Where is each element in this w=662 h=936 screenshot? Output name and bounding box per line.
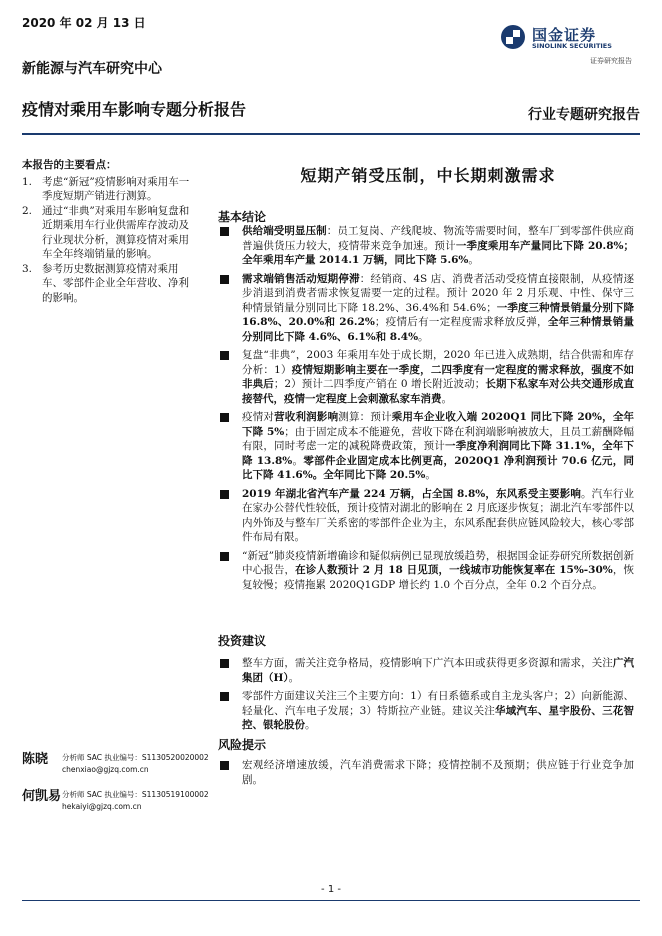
bullet-text: 。 — [441, 392, 452, 405]
analyst-email: chenxiao@gjzq.com.cn — [62, 765, 149, 774]
bullet-item — [218, 410, 634, 483]
bullet-text-bold: 疫情短期影响主要在一季度，二四季度有一定程度的需求释放，强度不如非典后 — [242, 363, 634, 390]
bullet-text: 。汽车行业在家办公替代性较低，预计疫情对湖北的影响在 2 月底逐步恢复；湖北汽车零部件以内外饰及与整车厂关系密的零部件企业为主，东风系配套供应链风险较大，核心零部件布局有限。 — [242, 487, 634, 543]
sidebar-item-text: 通过“非典”对乘用车影响复盘和近期乘用车行业供需库存波动及行业现状分析，测算疫情对乘用车全年终端销量的影响。 — [42, 204, 190, 260]
bullet-text: 。 — [288, 671, 300, 684]
basic-conclusions-list — [218, 224, 634, 596]
bullet-text: 。 — [468, 254, 479, 266]
bullet-text-bold: 供给端受明显压制 — [242, 225, 327, 237]
sidebar-item — [22, 262, 192, 306]
bullet-text: ；由于固定成本不能避免，营收下降在利润端影响被放大，且员工薪酬降幅有限，同时考虑一定的减税降费政策，预计 — [242, 425, 634, 452]
logo-mark-icon — [500, 24, 526, 50]
report-date: 2020 年 02 月 13 日 — [22, 16, 146, 30]
main-title: 短期产销受压制，中长期刺激需求 — [300, 166, 556, 185]
bullet-text: 。 — [305, 719, 316, 731]
sidebar-item-text: 参考历史数据测算疫情对乘用车、零部件企业全年营收、净利的影响。 — [42, 262, 189, 304]
investment-advice-list — [218, 656, 634, 737]
sidebar-heading: 本报告的主要看点： — [22, 159, 117, 171]
square-bullet-icon — [220, 227, 229, 236]
bullet-text-bold: 全年三种情景销量分别同比下降 4.6%、6.1%和 8.4% — [242, 316, 634, 343]
page-number: - 1 - — [321, 884, 341, 895]
bullet-text: 零部件方面建议关注三个主要方向：1）有日系德系或自主龙头客户；2）向新能源、轻量化、汽车电子发展；3）特斯拉产业链。建议关注 — [242, 690, 634, 717]
department-name: 新能源与汽车研究中心 — [22, 61, 162, 77]
bullet-text: 整车方面，需关注竞争格局，疫情影响下广汽本田或获得更多资源和需求，关注 — [242, 657, 613, 669]
sidebar-item-number: 1. — [22, 175, 33, 188]
bullet-text: ：经销商、4S 店、消费者活动受疫情直接限制，从疫情逐步消退到消费者需求恢复需要一定的过程。预计 2020 年 2 月乐观、中性、保守三种情景销量分别同比下降 18.2%、36.4%和 54.6%； — [242, 272, 634, 314]
bullet-item — [218, 758, 634, 787]
bullet-item — [218, 224, 634, 268]
section-heading-risk: 风险提示 — [218, 738, 267, 752]
bullet-text-bold: 一季度三种情景销量分别下降 16.8%、20.0%和 26.2% — [242, 301, 634, 328]
sidebar-item-text: 考虑“新冠”疫情影响对乘用车一季度短期产销进行测算。 — [42, 175, 190, 202]
analyst-email: hekaiyi@gjzq.com.cn — [62, 802, 142, 811]
square-bullet-icon — [220, 552, 229, 561]
sidebar-item-number: 2. — [22, 204, 33, 217]
bullet-text: 。 — [292, 454, 304, 467]
logo-name-en: SINOLINK SECURITIES — [532, 42, 612, 50]
square-bullet-icon — [220, 659, 229, 668]
bullet-text-bold: 零部件企业固定成本比例更高，2020Q1 净利润预计 70.6 亿元，同比下降 41.6%。全年同比下降 20.5% — [242, 454, 634, 481]
key-points-sidebar — [22, 158, 192, 305]
bullet-text: 宏观经济增速放缓，汽车消费需求下降；疫情控制不及预期；供应链于行业竞争加剧。 — [242, 759, 634, 786]
bullet-text-bold: 乘用车企业收入端 2020Q1 同比下降 20%，全年下降 5% — [242, 411, 635, 438]
bullet-text-bold: 广汽集团（H） — [242, 657, 635, 684]
analyst-name: 陈晓 — [22, 752, 49, 767]
bullet-text: 。 — [425, 469, 436, 481]
analyst-cert: 分析师 SAC 执业编号：S1130520020002 — [62, 753, 209, 762]
sidebar-item — [22, 175, 192, 204]
bullet-text-bold: 长期下私家车对公共交通形成直接替代，疫情一定程度上会刺激私家车消费 — [242, 378, 634, 405]
bullet-item — [218, 487, 634, 545]
bullet-text: ；2）预计二四季度产销在 0 增长附近波动； — [273, 378, 486, 390]
bullet-text: ：员工复岗、产线爬坡、物流等需要时间，整车厂到零部件供应商普遍供货压力较大，疫情带来竞争加速。预计 — [242, 225, 635, 252]
section-heading-invest: 投资建议 — [218, 634, 267, 648]
logo-subtitle: 证券研究报告 — [590, 57, 632, 65]
bullet-text: 复盘“非典”，2003 年乘用车处于成长期，2020 年已进入成熟期，结合供需和库存分析：1） — [242, 349, 634, 376]
report-type: 行业专题研究报告 — [528, 107, 640, 123]
risk-warning-list — [218, 758, 634, 791]
bullet-text-bold: 一季度净利润同比下降 31.1%，全年下降 13.8% — [242, 440, 634, 467]
square-bullet-icon — [220, 692, 229, 701]
bullet-text: ，恢复较慢；疫情拖累 2020Q1GDP 增长约 1.0 个百分点，全年 0.2 个百分点。 — [242, 564, 635, 591]
bullet-text-bold: 华域汽车、星宇股份、三花智控、银轮股份 — [242, 704, 635, 731]
analyst-cert: 分析师 SAC 执业编号：S1130519100002 — [62, 790, 209, 799]
bullet-item — [218, 656, 634, 685]
bullet-text: ；疫情后有一定程度需求释放反弹， — [374, 316, 548, 328]
square-bullet-icon — [220, 490, 229, 499]
bullet-text: 测算：预计 — [338, 411, 392, 423]
bullet-text-bold: 营收利润影响 — [274, 411, 339, 423]
bullet-text-bold: 一季度乘用车产量同比下降 20.8%；全年乘用车产量 2014.1 万辆，同比下降 5.6% — [242, 239, 634, 266]
square-bullet-icon — [220, 275, 229, 284]
bullet-text: 。 — [418, 330, 429, 343]
square-bullet-icon — [220, 761, 229, 770]
bullet-item — [218, 689, 634, 733]
bullet-text-bold: 2019 年湖北省汽车产量 224 万辆，占全国 8.8%，东风系受主要影响 — [242, 487, 581, 500]
bullet-text-bold: 需求端销售活动短期停滞 — [242, 272, 360, 285]
square-bullet-icon — [220, 351, 229, 360]
bullet-text: “新冠”肺炎疫情新增确诊和疑似病例已显现放缓趋势，根据国金证券研究所数据创新中心报告， — [242, 549, 634, 576]
company-logo — [500, 22, 640, 72]
footer-divider — [22, 900, 640, 901]
bullet-text: 疫情对 — [242, 411, 275, 423]
bullet-item — [218, 272, 634, 345]
bullet-item — [218, 348, 634, 406]
sidebar-item-number: 3. — [22, 262, 33, 275]
logo-name-cn: 国金证券 — [532, 26, 597, 44]
bullet-item — [218, 549, 634, 593]
square-bullet-icon — [220, 413, 229, 422]
sidebar-item — [22, 204, 192, 262]
bullet-text-bold: 在诊人数预计 2 月 18 日见顶，一线城市功能恢复率在 15%-30% — [295, 564, 613, 576]
section-heading-basic: 基本结论 — [218, 210, 267, 224]
header-divider — [22, 133, 640, 135]
analyst-name: 何凯易 — [22, 789, 62, 804]
report-title: 疫情对乘用车影响专题分析报告 — [22, 100, 247, 119]
